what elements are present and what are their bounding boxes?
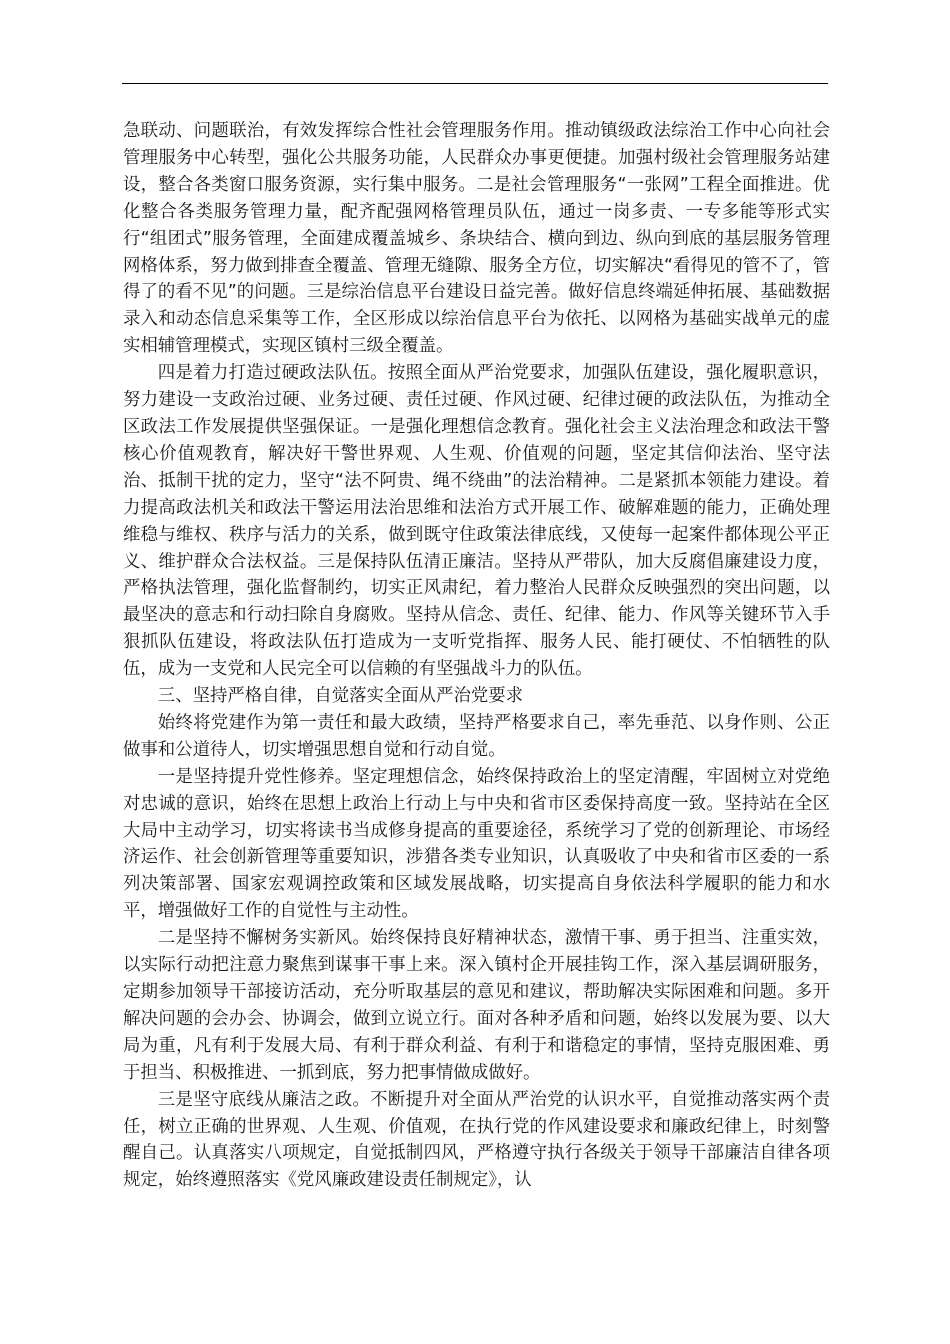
paragraph-work-style: 二是坚持不懈树务实新风。始终保持良好精神状态，激情干事、勇于担当、注重实效，以实际行动把注意力聚焦到谋事干事上来。深入镇村企开展挂钩工作，深入基层调研服务，定期参加领导干部接访活动，充分听取基层的意见和建议，帮助解决实际困难和问题。多开解决问题的会办会、协调会，做到立说立行。面对各种矛盾和问题，始终以发展为要、以大局为重，凡有利于发展大局、有利于群众利益、有利于和谐稳定的事情，坚持克服困难、勇于担当、积极推进、一抓到底，努力把事情做成做好。 xyxy=(123,928,830,1083)
paragraph-party-spirit: 一是坚持提升党性修养。坚定理想信念，始终保持政治上的坚定清醒，牢固树立对党绝对忠诚的意识，始终在思想上政治上行动上与中央和省市区委保持高度一致。坚持站在全区大局中主动学习，切实将读书当成修身提高的重要途径，系统学习了党的创新理论、市场经济运作、社会创新管理等重要知识，涉猎各类专业知识，认真吸收了中央和省市区委的一系列决策部署、国家宏观调控政策和区域发展战略，切实提高自身依法科学履职的能力和水平，增强做好工作的自觉性与主动性。 xyxy=(123,766,830,922)
paragraph-party-building: 始终将党建作为第一责任和最大政绩，坚持严格要求自己，率先垂范、以身作则、公正做事和公道待人，切实增强思想自觉和行动自觉。 xyxy=(123,712,830,760)
body-text xyxy=(123,118,830,1194)
section-heading: 三、坚持严格自律，自觉落实全面从严治党要求 xyxy=(157,686,524,707)
paragraph-integrity: 三是坚守底线从廉洁之政。不断提升对全面从严治党的认识水平，自觉推动落实两个责任，树立正确的世界观、人生观、价值观，在执行党的作风建设要求和廉政纪律上，时刻警醒自己。认真落实八项规定，自觉抵制四风，严格遵守执行各级关于领导干部廉洁自律各项规定，始终遵照落实《党风廉政建设责任制规定》，认 xyxy=(123,1089,830,1191)
paragraph-team-building: 四是着力打造过硬政法队伍。按照全面从严治党要求，加强队伍建设，强化履职意识，努力建设一支政治过硬、业务过硬、责任过硬、作风过硬、纪律过硬的政法队伍，为推动全区政法工作发展提供坚强保证。一是强化理想信念教育。强化社会主义法治理念和政法干警核心价值观教育，解决好干警世界观、人生观、价值观的问题，坚定其信仰法治、坚守法治、抵制干扰的定力，坚守“法不阿贵、绳不绕曲”的法治精神。二是紧抓本领能力建设。着力提高政法机关和政法干警运用法治思维和法治方式开展工作、破解难题的能力，正确处理维稳与维权、秩序与活力的关系，做到既守住政策法律底线，又使每一起案件都体现公平正义、维护群众合法权益。三是保持队伍清正廉洁。坚持从严带队，加大反腐倡廉建设力度，严格执法管理，强化监督制约，切实正风肃纪，着力整治人民群众反映强烈的突出问题，以最坚决的意志和行动扫除自身腐败。坚持从信念、责任、纪律、能力、作风等关键环节入手狠抓队伍建设，将政法队伍打造成为一支听党指挥、服务人民、能打硬仗、不怕牺牲的队伍，成为一支党和人民完全可以信赖的有坚强战斗力的队伍。 xyxy=(123,363,830,680)
paragraph-continued: 急联动、问题联治，有效发挥综合性社会管理服务作用。推动镇级政法综治工作中心向社会管理服务中心转型，强化公共服务功能，人民群众办事更便捷。加强村级社会管理服务站建设，整合各类窗口服务资源，实行集中服务。二是社会管理服务“一张网”工程全面推进。优化整合各类服务管理力量，配齐配强网格管理员队伍，通过一岗多责、一专多能等形式实行“组团式”服务管理，全面建成覆盖城乡、条块结合、横向到边、纵向到底的基层服务管理网格体系，努力做到排查全覆盖、管理无缝隙、服务全方位，切实解决“看得见的管不了，管得了的看不见”的问题。三是综治信息平台建设日益完善。做好信息终端延伸拓展、基础数据录入和动态信息采集等工作，全区形成以综治信息平台为依托、以网格为基础实战单元的虚实相辅管理模式，实现区镇村三级全覆盖。 xyxy=(123,121,830,357)
header-rule xyxy=(122,83,828,84)
